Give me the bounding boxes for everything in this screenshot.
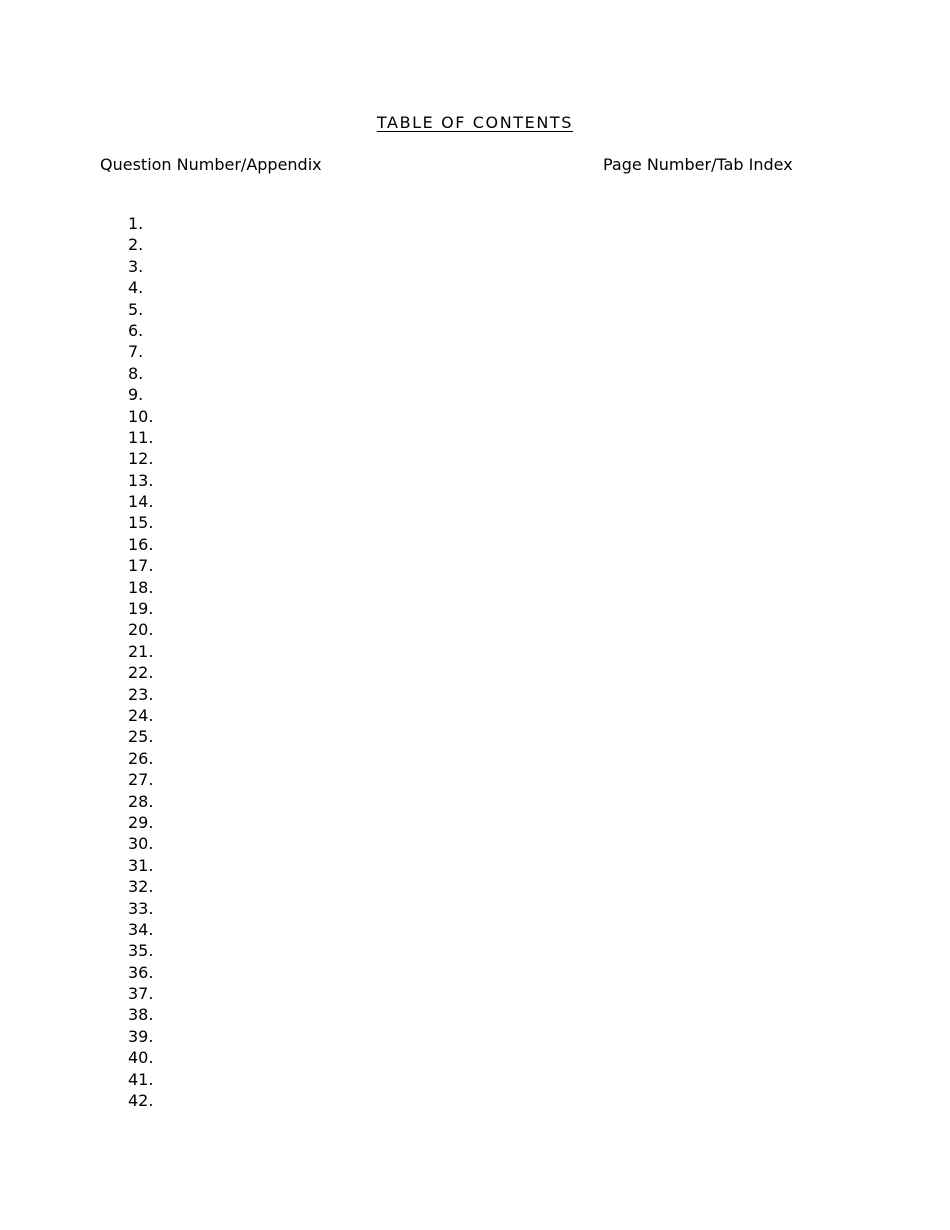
list-item: 34. xyxy=(128,919,154,939)
list-item: 25. xyxy=(128,727,154,747)
list-item: 22. xyxy=(128,663,154,683)
list-item: 5. xyxy=(128,299,144,319)
toc-list xyxy=(128,213,153,1111)
list-item: 31. xyxy=(128,855,154,875)
list-item: 21. xyxy=(128,641,154,661)
column-header-question: Question Number/Appendix xyxy=(100,155,322,174)
list-item: 13. xyxy=(128,470,154,490)
list-item: 32. xyxy=(128,877,154,897)
list-item: 23. xyxy=(128,684,154,704)
list-item: 2. xyxy=(128,235,144,255)
list-item: 10. xyxy=(128,406,154,426)
list-item: 30. xyxy=(128,834,154,854)
list-item: 40. xyxy=(128,1048,154,1068)
list-item: 7. xyxy=(128,342,144,362)
list-item: 24. xyxy=(128,705,154,725)
list-item: 18. xyxy=(128,577,154,597)
list-item: 12. xyxy=(128,449,154,469)
list-item: 6. xyxy=(128,320,144,340)
list-item: 14. xyxy=(128,492,154,512)
list-item: 29. xyxy=(128,812,154,832)
list-item: 20. xyxy=(128,620,154,640)
list-item: 35. xyxy=(128,941,154,961)
list-item: 38. xyxy=(128,1005,154,1025)
page-title: TABLE OF CONTENTS xyxy=(376,113,574,132)
list-item: 36. xyxy=(128,962,154,982)
list-item: 42. xyxy=(128,1091,154,1111)
list-item: 4. xyxy=(128,278,144,298)
list-item: 26. xyxy=(128,748,154,768)
list-item: 1. xyxy=(128,214,144,233)
list-item: 27. xyxy=(128,770,154,790)
list-item: 37. xyxy=(128,984,154,1004)
list-item: 15. xyxy=(128,513,154,533)
list-item: 33. xyxy=(128,898,154,918)
list-item: 3. xyxy=(128,256,144,276)
list-item: 41. xyxy=(128,1069,154,1089)
list-item: 19. xyxy=(128,599,154,619)
list-item: 16. xyxy=(128,534,154,554)
list-item: 39. xyxy=(128,1026,154,1046)
list-item: 9. xyxy=(128,385,144,405)
list-item: 8. xyxy=(128,363,144,383)
list-item: 11. xyxy=(128,427,154,447)
column-header-page: Page Number/Tab Index xyxy=(603,155,793,174)
list-item: 17. xyxy=(128,556,154,576)
list-item: 28. xyxy=(128,791,154,811)
